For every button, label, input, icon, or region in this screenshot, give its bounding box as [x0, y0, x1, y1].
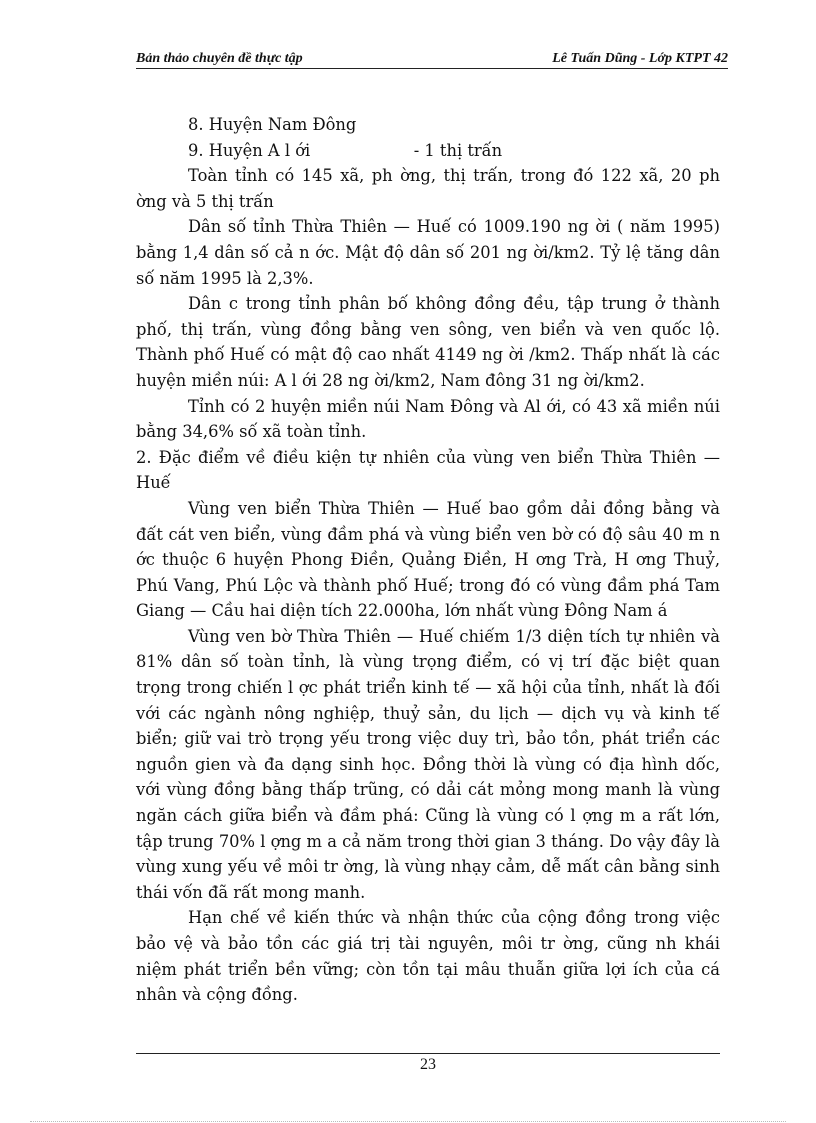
header-author: Lê Tuấn Dũng - Lớp KTPT 42: [552, 51, 728, 66]
footer-rule: [136, 1053, 720, 1054]
paragraph-population: Dân số tỉnh Thừa Thiên — Huế có 1009.190 ng ời ( năm 1995) bằng 1,4 dân số cả n ớc. Mật độ dân số 201 ng ời/km2. Tỷ lệ tăng dân số năm 1995 là 2,3%.: [136, 217, 720, 288]
paragraph-coastal-importance: Vùng ven bờ Thừa Thiên — Huế chiếm 1/3 diện tích tự nhiên và 81% dân số toàn tỉnh, là vùng trọng điểm, có vị trí đặc biệt quan trọng trong chiến l ợc phát triển kinh tế — xã hội của tỉnh, nhất là đối với các ngành nông nghiệp, thuỷ sản, du lịch — dịch vụ và kinh tế biển; giữ vai trò trọng yếu trong việc duy trì, bảo tồn, phát triển các nguồn gien và đa dạng sinh học. Đồng thời là vùng có địa hình dốc, với vùng đồng bằng thấp trũng, có dải cát mỏng mong manh là vùng ngăn cách giữa biển và đầm phá: Cũng là vùng có l ợng m a rất lớn, tập trung 70% l ợng m a cả năm trong thời gian 3 tháng. Do vậy đây là vùng xung yếu về môi tr ờng, là vùng nhạy cảm, dễ mất cân bằng sinh thái vốn đã rất mong manh.: [136, 626, 720, 902]
body-text: [136, 112, 720, 1008]
paragraph-awareness: Hạn chế về kiến thức và nhận thức của cộng đồng trong việc bảo vệ và bảo tồn các giá trị tài nguyên, môi tr ờng, cũng nh khái niệm phát triển bền vững; còn tồn tại mâu thuẫn giữa lợi ích của cá nhân và cộng đồng.: [136, 908, 720, 1005]
paragraph-distribution: Dân c trong tỉnh phân bố không đồng đều, tập trung ở thành phố, thị trấn, vùng đồng bằng ven sông, ven biển và ven quốc lộ. Thành phố Huế có mật độ cao nhất 4149 ng ời /km2. Thấp nhất là các huyện miền núi: A l ới 28 ng ời/km2, Nam đông 31 ng ời/km2.: [136, 294, 720, 390]
page-header: [136, 48, 728, 69]
list-item-a-luoi: 9. Huyện A l ới - 1 thị trấn: [188, 140, 503, 160]
header-title: Bản thảo chuyên đề thực tập: [136, 51, 303, 66]
paragraph-coastal-zone: Vùng ven biển Thừa Thiên — Huế bao gồm dải đồng bằng và đất cát ven biển, vùng đầm phá và vùng biển ven bờ có độ sâu 40 m n ớc thuộc 6 huyện Phong Điền, Quảng Điền, H ơng Trà, H ơng Thuỷ, Phú Vang, Phú Lộc và thành phố Huế; trong đó có vùng đầm phá Tam Giang — Cầu hai diện tích 22.000ha, lớn nhất vùng Đông Nam á: [136, 498, 720, 621]
section-heading: 2. Đặc điểm về điều kiện tự nhiên của vùng ven biển Thừa Thiên — Huế: [136, 447, 720, 493]
paragraph-admin-units: Toàn tỉnh có 145 xã, ph ờng, thị trấn, trong đó 122 xã, 20 ph ờng và 5 thị trấn: [136, 166, 720, 211]
page-number: 23: [420, 1056, 436, 1073]
paragraph-mountain-districts: Tỉnh có 2 huyện miền núi Nam Đông và Al ới, có 43 xã miền núi bằng 34,6% số xã toàn tỉnh.: [136, 396, 720, 442]
list-item-nam-dong: 8. Huyện Nam Đông: [188, 115, 357, 134]
page-bottom-border: [30, 1121, 786, 1122]
